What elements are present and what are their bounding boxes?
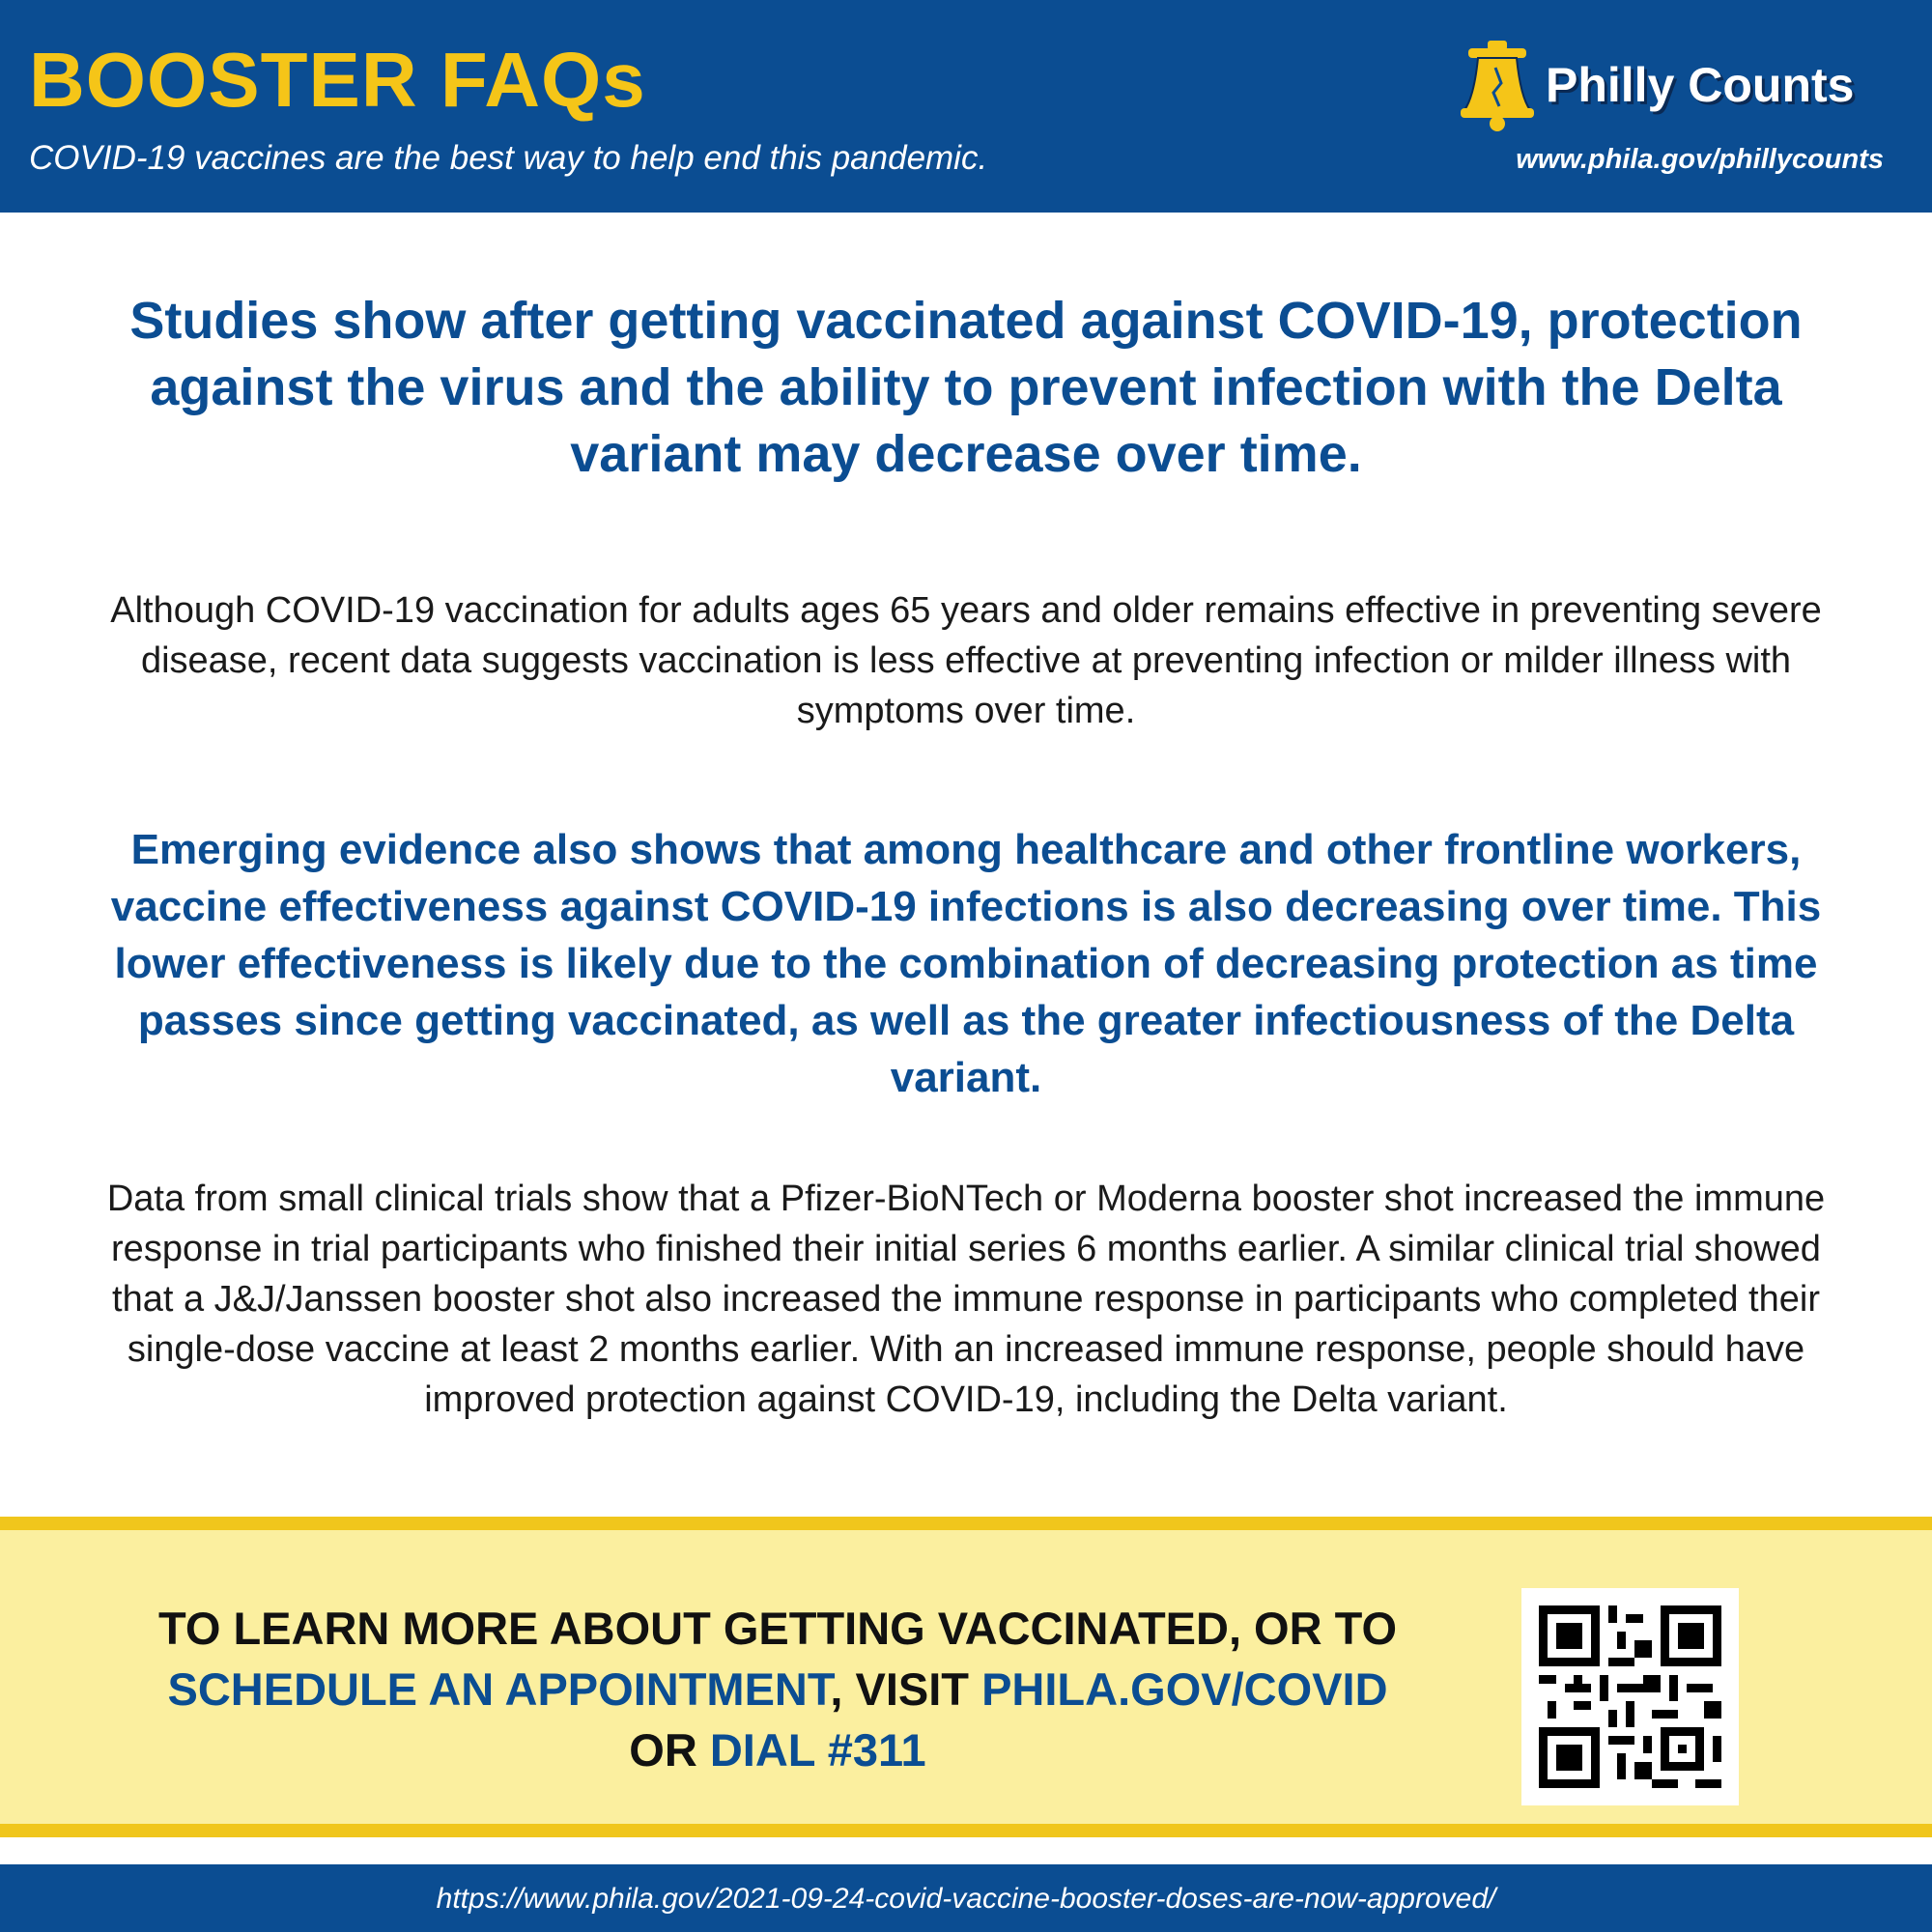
header-url-link[interactable]: www.phila.gov/phillycounts: [1516, 144, 1884, 175]
cta-text-3: , VISIT: [830, 1663, 982, 1715]
paragraph-frontline-workers: Emerging evidence also shows that among healthcare and other frontline workers, vaccine effectiveness against COVID-19 infections is also decreasing over time. This lower effectiveness is likely due to the combination of decreasing protection as time passes since getting vaccinated, as well as the greater infectiousness of the Delta variant.: [110, 826, 1822, 1101]
cta-dial-311[interactable]: DIAL #311: [709, 1724, 926, 1776]
qr-code[interactable]: [1521, 1588, 1739, 1805]
qr-code-icon: [1521, 1588, 1739, 1805]
liberty-bell-icon: [1459, 39, 1536, 135]
cta-schedule-appointment: SCHEDULE AN APPOINTMENT: [167, 1663, 831, 1715]
footer-bar: [0, 1864, 1932, 1932]
call-to-action-text: [135, 1598, 1420, 1780]
call-to-action-panel: [0, 1517, 1932, 1837]
header-banner: [0, 0, 1932, 213]
footer-source-link[interactable]: https://www.phila.gov/2021-09-24-covid-vaccine-booster-doses-are-now-approved/: [436, 1883, 1496, 1915]
lead-statement: Studies show after getting vaccinated against COVID-19, protection against the virus and the ability to prevent infection with the Delta variant may decrease over time.: [129, 292, 1803, 483]
cta-text-4: OR: [629, 1724, 710, 1776]
cta-text-1: TO: [157, 1603, 234, 1654]
page-title: BOOSTER FAQs: [29, 37, 646, 123]
cta-text-2: ABOUT GETTING VACCINATED, OR TO: [538, 1603, 1398, 1654]
cta-learn-more: LEARN MORE: [233, 1603, 539, 1654]
header-subtitle: COVID-19 vaccines are the best way to help end this pandemic.: [29, 139, 988, 177]
paragraph-clinical-trials: Data from small clinical trials show that a Pfizer-BioNTech or Moderna booster shot increased the immune response in trial participants who finished their initial series 6 months earlier. A similar clinical trial showed that a J&J/Janssen booster shot also increased the immune response in participants who completed their single-dose vaccine at least 2 months earlier. With an increased immune response, people should have improved protection against COVID-19, including the Delta variant.: [106, 1179, 1826, 1420]
logo-text: Philly Counts: [1546, 58, 1855, 112]
paragraph-older-adults: Although COVID-19 vaccination for adults ages 65 years and older remains effective in preventing severe disease, recent data suggests vaccination is less effective at preventing infection or milder illness with symptoms over time.: [110, 590, 1822, 731]
philly-counts-logo: [1439, 39, 1884, 126]
cta-covid-link[interactable]: PHILA.GOV/COVID: [981, 1663, 1388, 1715]
